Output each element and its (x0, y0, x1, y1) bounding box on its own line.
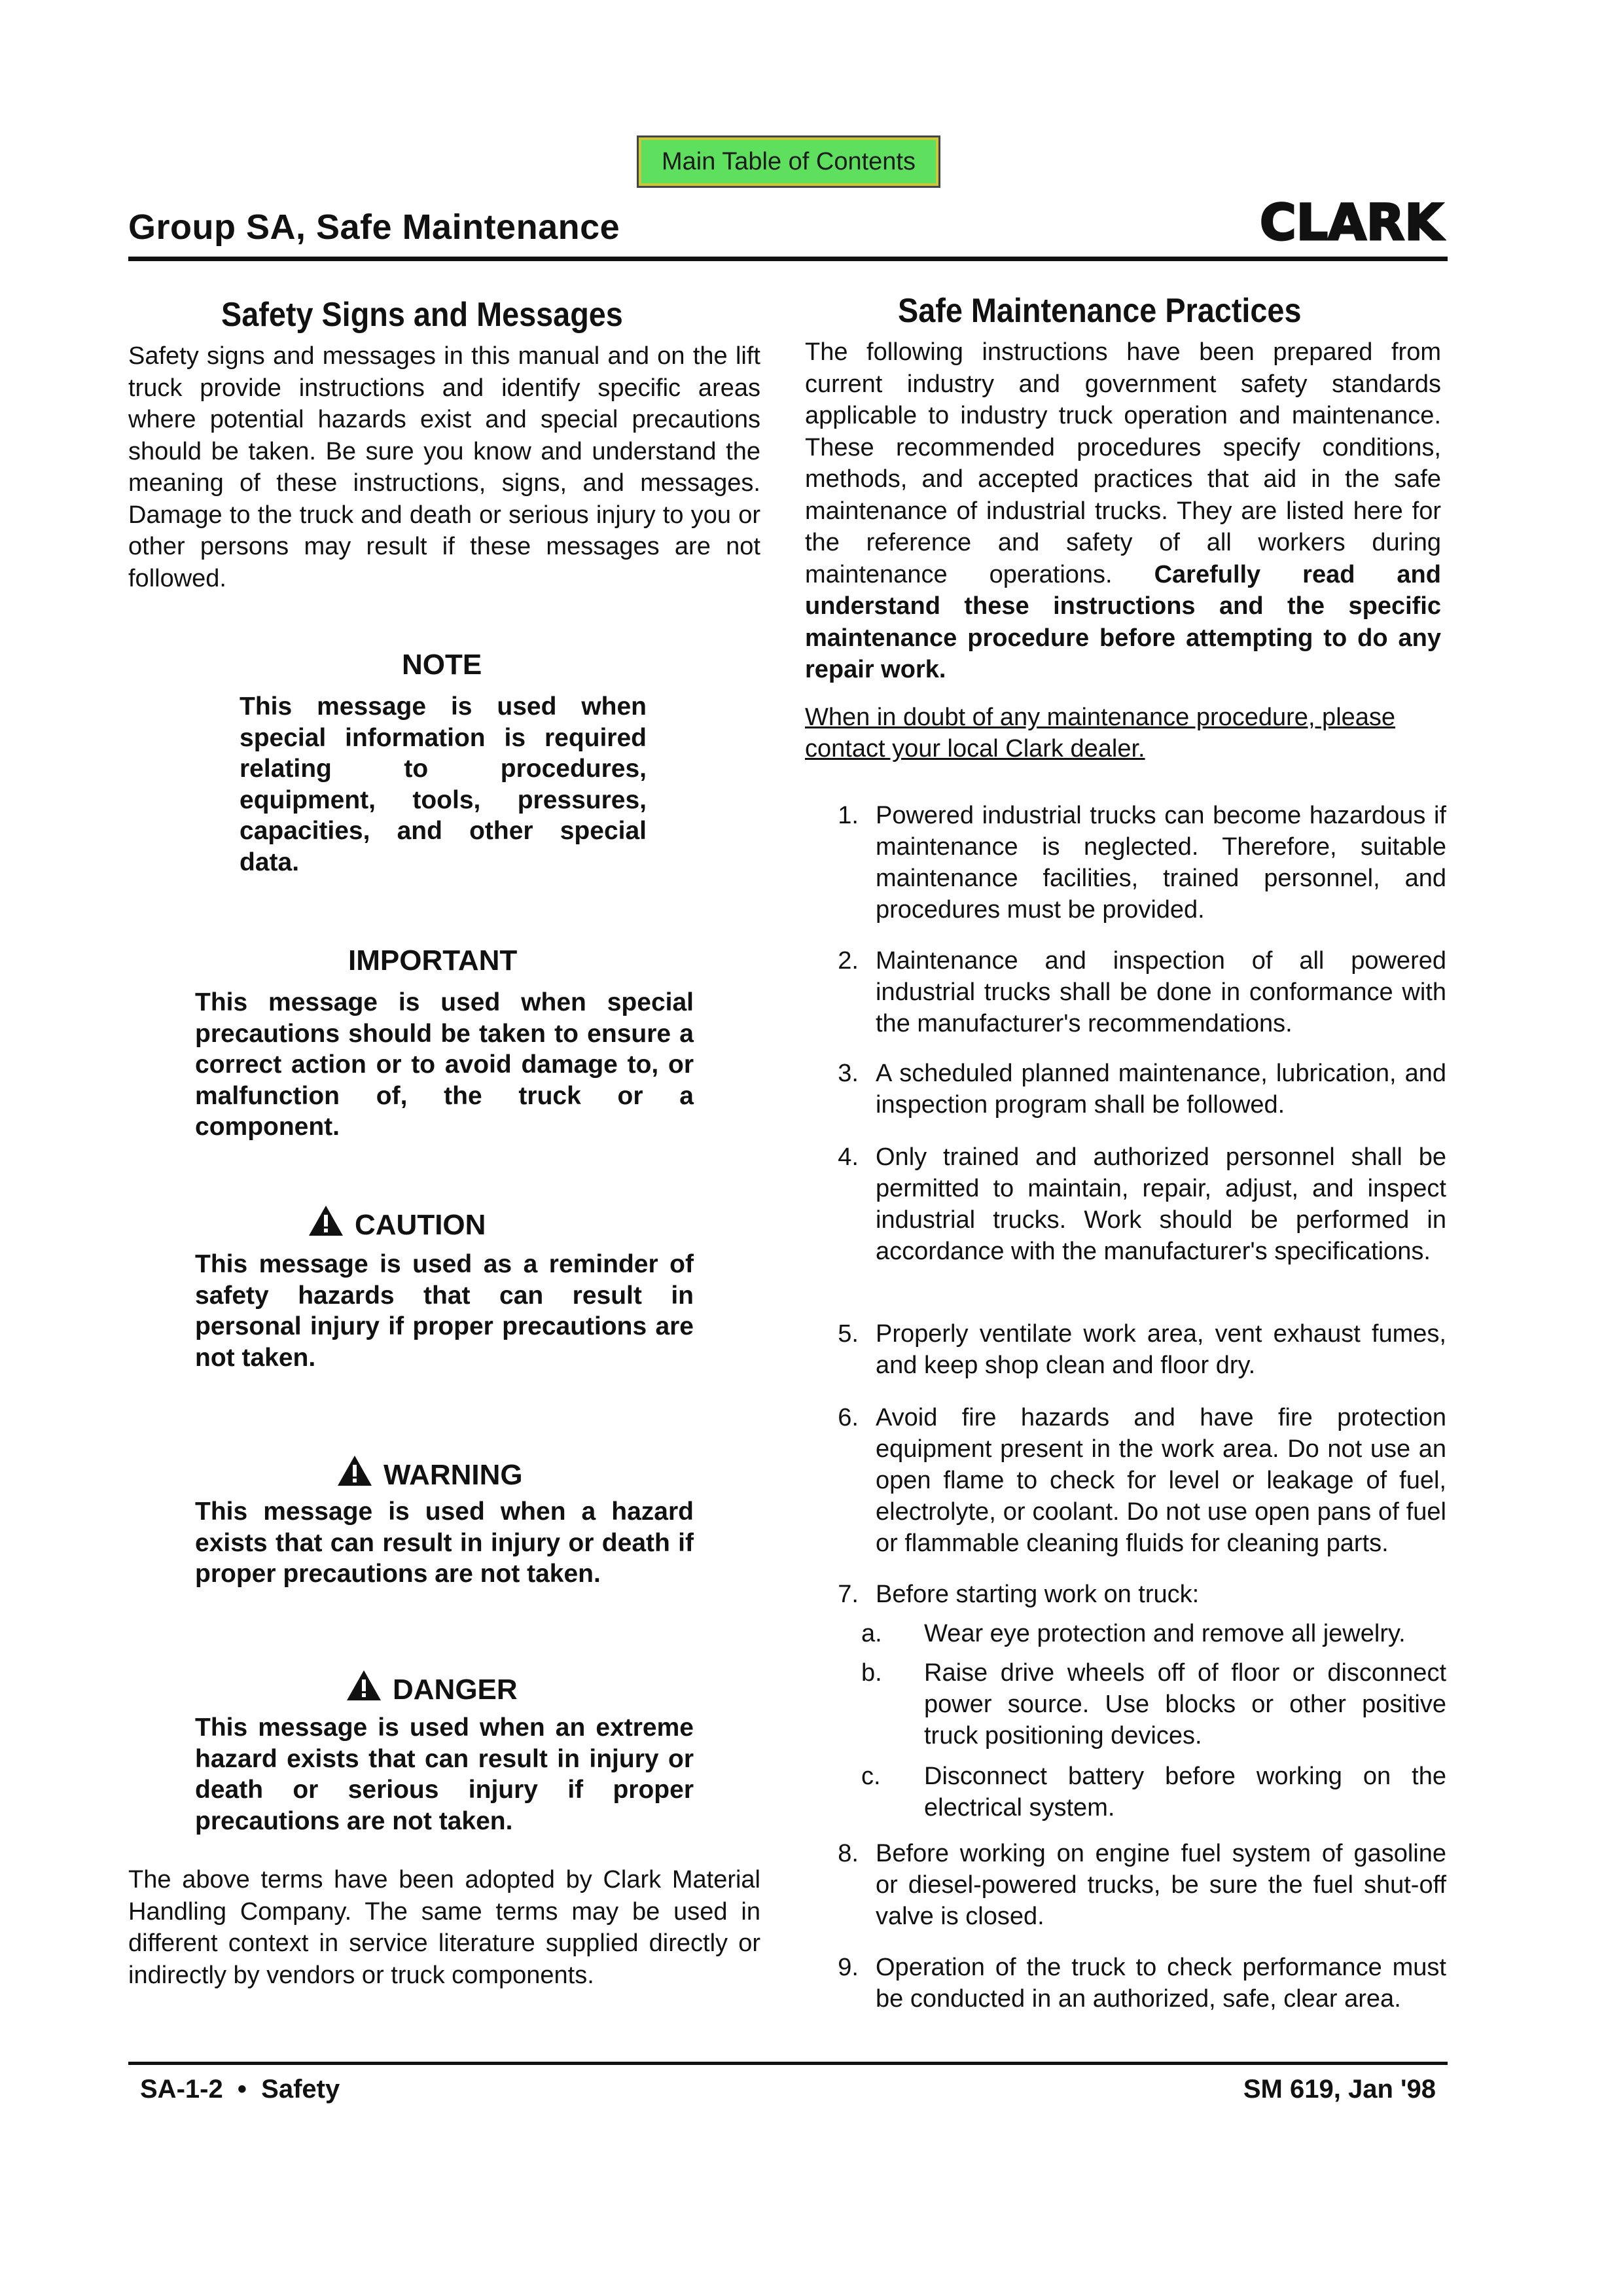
sub-list-item-text: Disconnect battery before working on the electrical system. (924, 1763, 1446, 1821)
list-item-number: 5. (838, 1320, 859, 1348)
danger-body: This message is used when an extreme hazard exists that can result in injury or death or serious injury if proper precautions are not taken. (195, 1713, 694, 1835)
note-body: This message is used when special information is required relating to procedures, equipment, tools, pressures, capacities, and other special data. (240, 692, 647, 876)
list-item-text: Maintenance and inspection of all powered industrial trucks shall be done in conformance with the manufacturer's recommendations. (876, 947, 1446, 1037)
safety-signs-intro: Safety signs and messages in this manual and on the lift truck provide instructions and identify specific areas where potential hazards exist and special precautions should be taken. Be sure you know and understand the meaning of these instructions, signs, and messages. Damage to the truck and death or serious injury to you or other persons may result if these messages are not followed. (128, 342, 760, 592)
important-body: This message is used when special precautions should be taken to ensure a correct action or to avoid damage to, or malfunction of, the truck or a component. (195, 988, 694, 1141)
list-item-text: A scheduled planned maintenance, lubrication, and inspection program shall be followed. (876, 1060, 1446, 1119)
list-item-number: 7. (838, 1581, 859, 1608)
footer-manual-id: SM 619, Jan '98 (1243, 2075, 1436, 2104)
safety-signs-title: Safety Signs and Messages (221, 296, 623, 334)
header-rule (128, 257, 1448, 261)
danger-triangle-icon (346, 1669, 382, 1702)
warning-heading-row (336, 1454, 523, 1494)
safe-maintenance-intro (805, 336, 1441, 686)
clark-logo-text: CLARK (1260, 196, 1446, 249)
list-item-text: Before starting work on truck: (876, 1581, 1200, 1608)
caution-heading: CAUTION (355, 1209, 486, 1241)
main-table-of-contents-button[interactable]: Main Table of Contents (639, 137, 938, 186)
caution-warning-triangle-icon (308, 1204, 344, 1237)
list-item-number: 1. (838, 802, 859, 829)
list-item-text: Avoid fire hazards and have fire protection equipment present in the work area. Do not use an open flame to check for level or leakage of fuel, electrolyte, or coolant. Do not use open pans of fuel or flammable cleaning fluids for cleaning parts. (876, 1404, 1446, 1557)
warning-triangle-icon (336, 1454, 373, 1487)
note-heading: NOTE (402, 649, 482, 681)
list-item-text: Operation of the truck to check performance must be conducted in an authorized, safe, clear area. (876, 1954, 1446, 2013)
list-item-number: 2. (838, 947, 859, 975)
terms-closing-paragraph: The above terms have been adopted by Clark Material Handling Company. The same terms may be used in different context in service literature supplied directly or indirectly by vendors or truck components. (128, 1866, 760, 1989)
caution-body: This message is used as a reminder of safety hazards that can result in personal injury if proper precautions are not taken. (195, 1250, 694, 1372)
list-item-text: Only trained and authorized personnel shall be permitted to maintain, repair, adjust, and inspect industrial trucks. Work should be performed in accordance with the manufacturer's specifications. (876, 1143, 1446, 1265)
sub-list-item-text: Raise drive wheels off of floor or disconnect power source. Use blocks or other positive truck positioning devices. (924, 1659, 1446, 1749)
footer-rule (128, 2062, 1448, 2065)
warning-heading: WARNING (383, 1459, 523, 1491)
list-item-number: 4. (838, 1143, 859, 1171)
dealer-contact-link[interactable]: When in doubt of any maintenance procedure, please contact your local Clark dealer. (805, 704, 1396, 762)
danger-heading: DANGER (393, 1674, 518, 1706)
important-heading: IMPORTANT (348, 944, 518, 977)
list-item-text: Powered industrial trucks can become hazardous if maintenance is neglected. Therefore, suitable maintenance facilities, trained personnel, and procedures must be provided. (876, 802, 1446, 924)
list-item-text: Before working on engine fuel system of gasoline or diesel-powered trucks, be sure the fuel shut-off valve is closed. (876, 1840, 1446, 1930)
sub-list-item-letter: b. (861, 1659, 882, 1687)
sub-list-item-letter: c. (861, 1763, 881, 1790)
list-item-number: 6. (838, 1404, 859, 1431)
danger-heading-row (346, 1669, 518, 1708)
clark-logo (1257, 196, 1446, 249)
footer-page-label: SA-1-2 • Safety (140, 2075, 340, 2104)
list-item-number: 9. (838, 1954, 859, 1981)
list-item-text: Properly ventilate work area, vent exhaust fumes, and keep shop clean and floor dry. (876, 1320, 1446, 1379)
caution-heading-row (308, 1204, 486, 1244)
warning-body: This message is used when a hazard exists that can result in injury or death if proper precautions are not taken. (195, 1498, 694, 1588)
list-item-number: 3. (838, 1060, 859, 1087)
list-item-number: 8. (838, 1840, 859, 1867)
safe-maintenance-title: Safe Maintenance Practices (898, 292, 1302, 330)
intro-text: The following instructions have been prepared from current industry and government safety standards applicable to industry truck operation and maintenance. These recommended procedures specify conditions, methods, and accepted practices that aid in the safe maintenance of industrial trucks. They are listed here for the reference and safety of all workers during maintenance operations. (805, 338, 1441, 588)
sub-list-item-text: Wear eye protection and remove all jewelry. (924, 1620, 1406, 1647)
group-title: Group SA, Safe Maintenance (128, 207, 620, 247)
sub-list-item-letter: a. (861, 1620, 882, 1647)
intro-bold-text: Carefully read and understand these instructions and the specific maintenance procedure before attempting to do any repair work. (805, 560, 1441, 683)
